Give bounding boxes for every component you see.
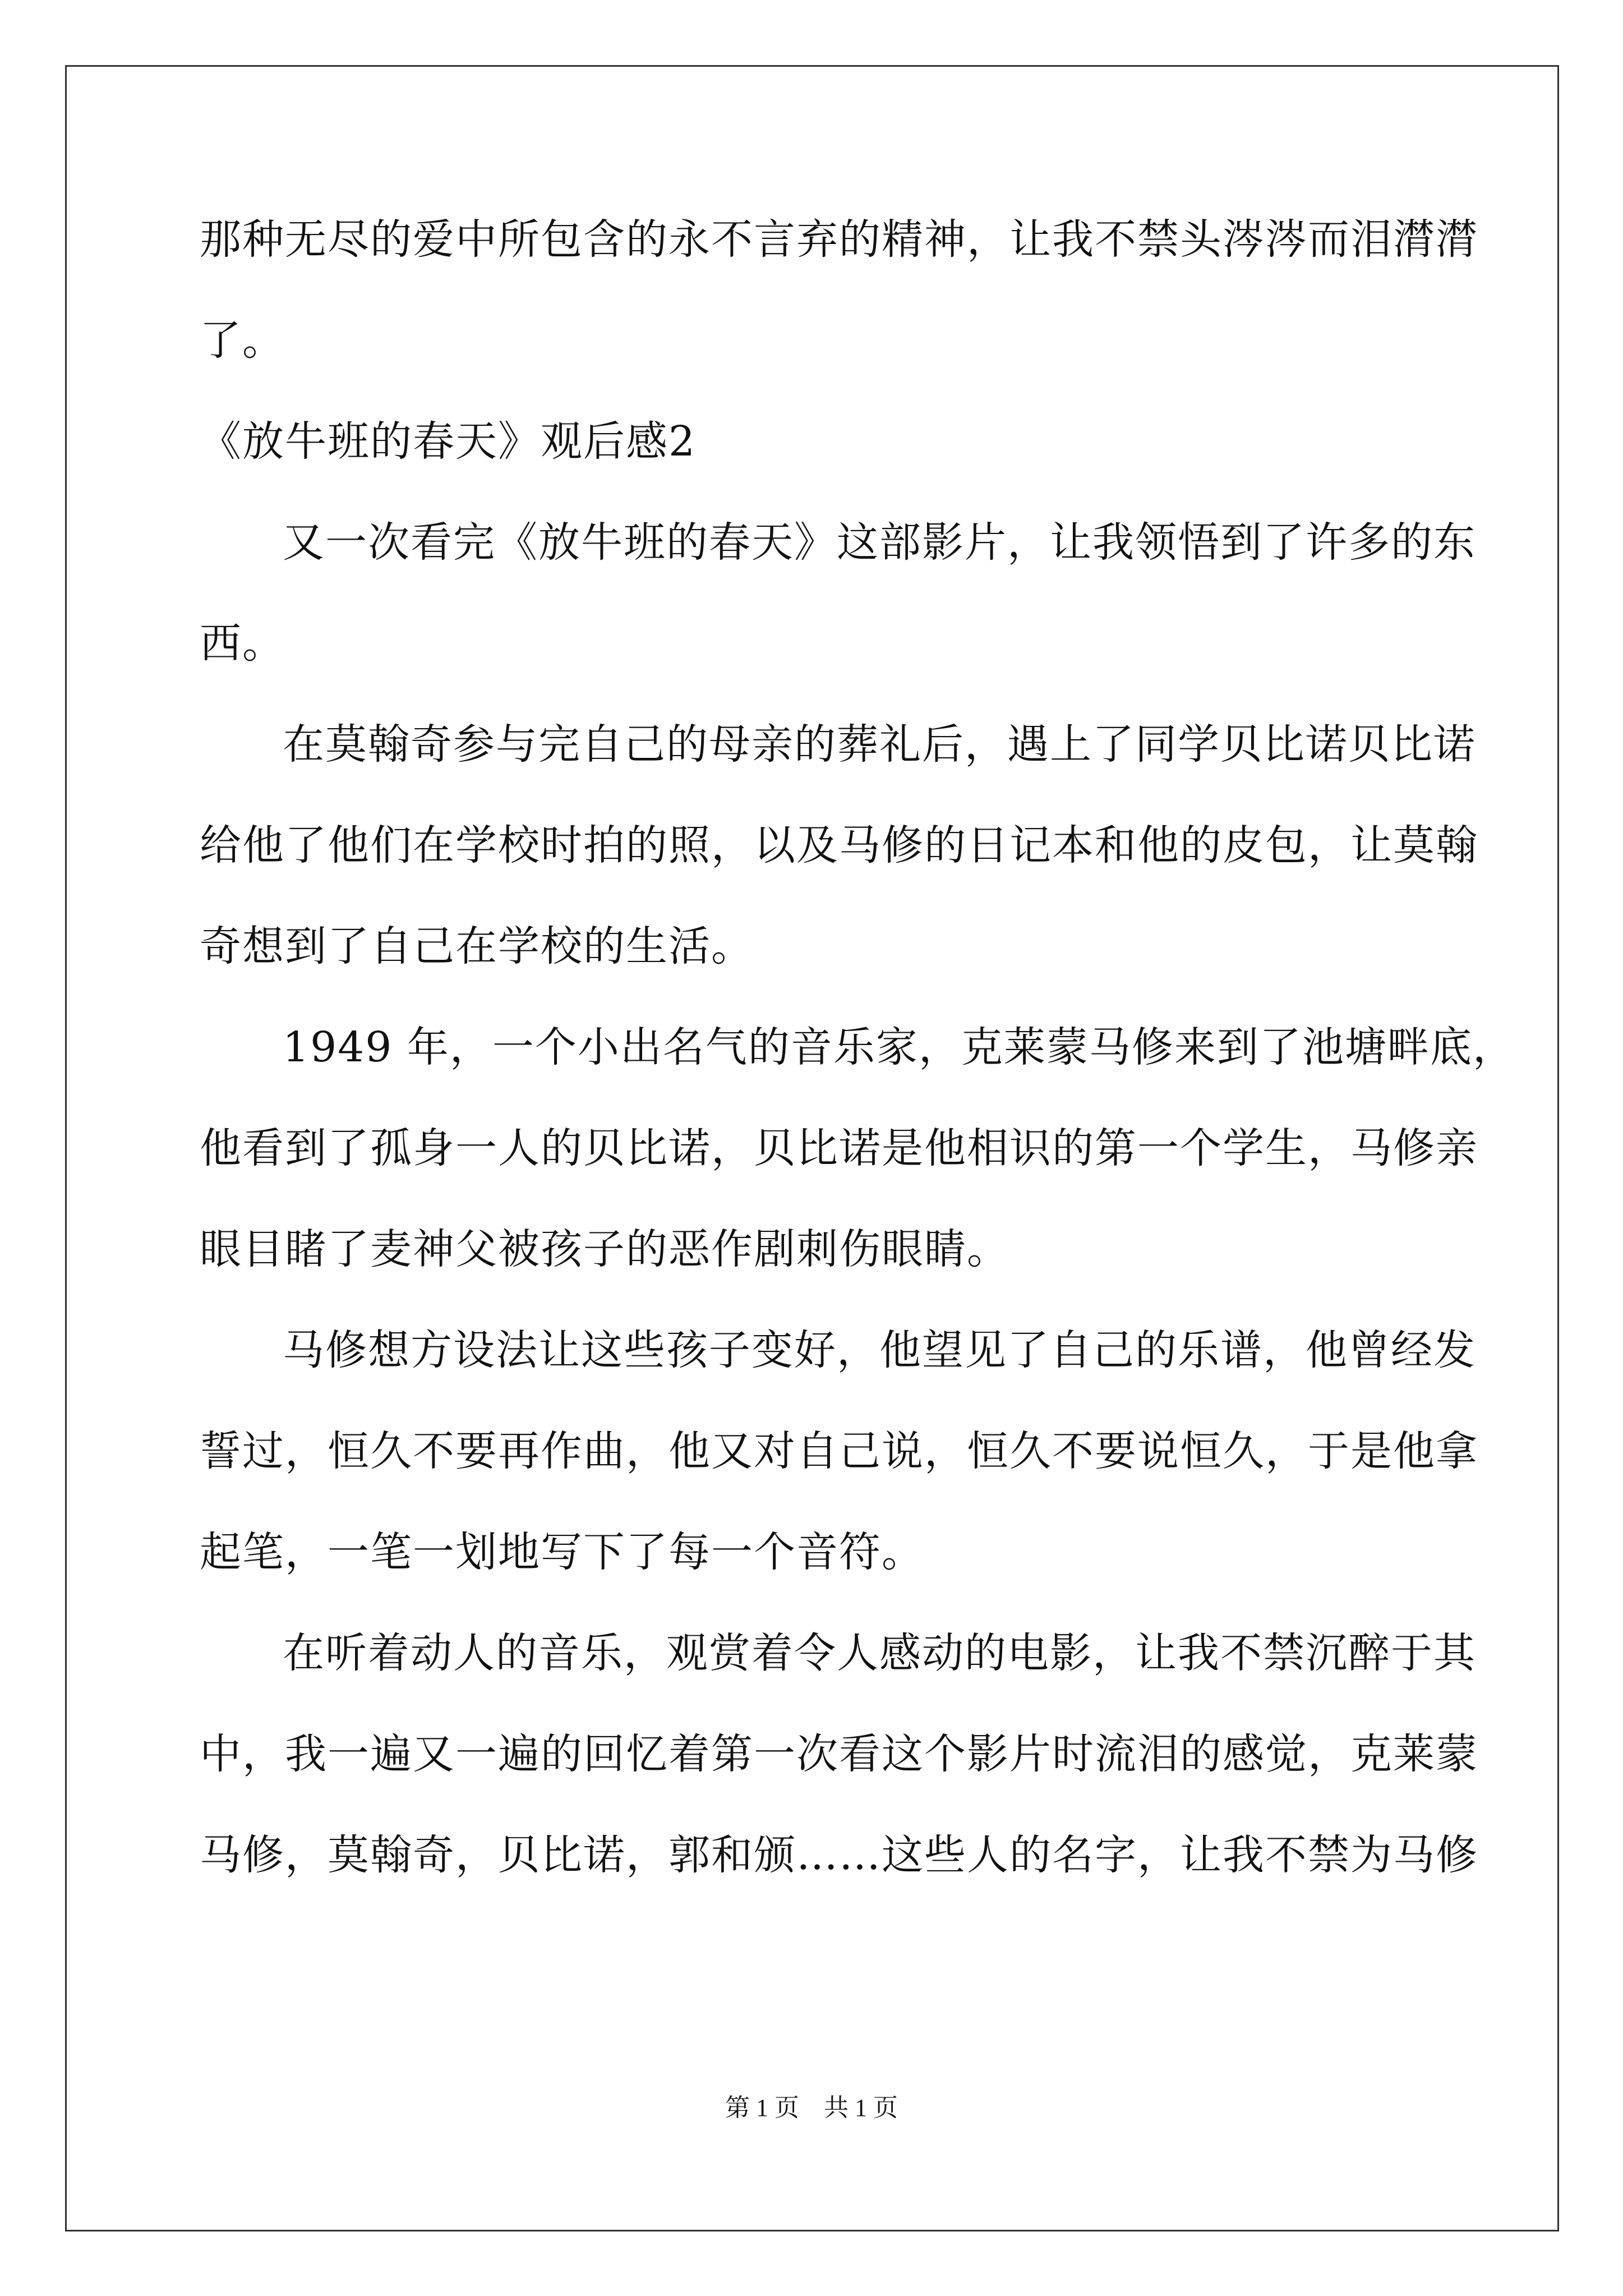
text-line: 西。: [200, 619, 285, 668]
text-line: 眼目睹了麦神父被孩子的恶作剧刺伤眼睛。: [200, 1225, 1009, 1273]
text-line: 马修，莫翰奇，贝比诺，郭和颁……这些人的名字，让我不禁为马修: [200, 1831, 1478, 1879]
text-line: 誓过，恒久不要再作曲，他又对自己说，恒久不要说恒久，于是他拿: [200, 1427, 1478, 1475]
text-line: 1949 年，一个小出名气的音乐家，克莱蒙马修来到了池塘畔底，: [283, 1023, 1515, 1071]
text-line: 马修想方设法让这些孩子变好，他望见了自己的乐谱，他曾经发: [283, 1326, 1476, 1374]
text-line: 了。: [200, 316, 285, 365]
page-footer: 第 1 页 共 1 页: [725, 2094, 898, 2122]
text-line: 他看到了孤身一人的贝比诺，贝比诺是他相识的第一个学生，马修亲: [200, 1124, 1478, 1172]
text-line: 那种无尽的爱中所包含的永不言弃的精神，让我不禁头涔涔而泪潸潸: [200, 215, 1478, 264]
text-line: 中，我一遍又一遍的回忆着第一次看这个影片时流泪的感觉，克莱蒙: [200, 1730, 1478, 1778]
text-line: 在莫翰奇参与完自己的母亲的葬礼后，遇上了同学贝比诺贝比诺: [283, 720, 1476, 769]
text-line: 又一次看完《放牛班的春天》这部影片，让我领悟到了许多的东: [283, 518, 1476, 567]
text-line: 在听着动人的音乐，观赏着令人感动的电影，让我不禁沉醉于其: [283, 1629, 1476, 1677]
section-heading: 《放牛班的春天》观后感2: [200, 417, 697, 466]
text-line: 给他了他们在学校时拍的照，以及马修的日记本和他的皮包，让莫翰: [200, 821, 1478, 869]
text-line: 奇想到了自己在学校的生活。: [200, 922, 754, 970]
document-body: [200, 215, 1515, 1935]
text-line: 起笔，一笔一划地写下了每一个音符。: [200, 1528, 924, 1576]
